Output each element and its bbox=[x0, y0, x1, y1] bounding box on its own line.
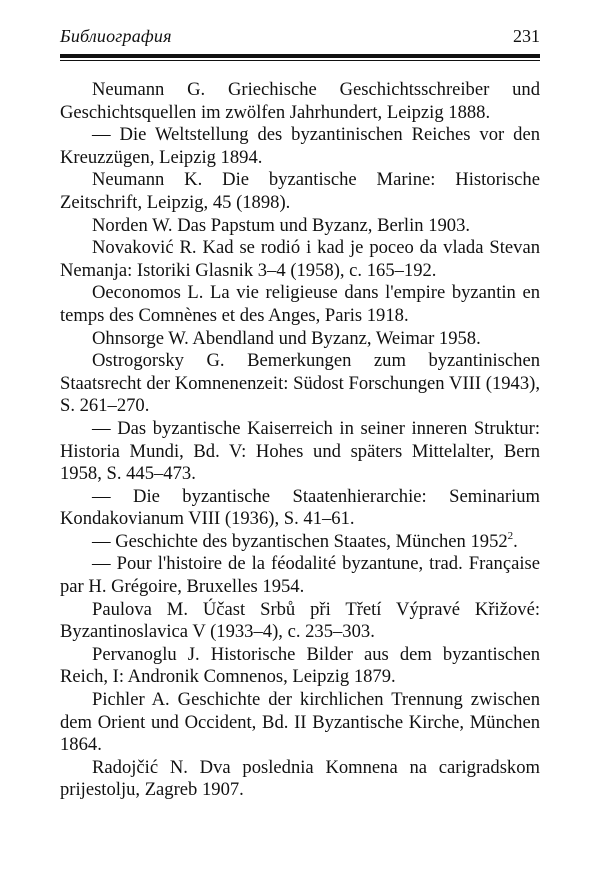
bibliography-entry: — Die Weltstellung des byzantinischen Reiches vor den Kreuzzügen, Leipzig 1894. bbox=[60, 124, 540, 168]
header-rule-thin bbox=[60, 60, 540, 61]
page-header bbox=[60, 22, 540, 52]
bibliography-entry: Pichler A. Geschichte der kirchlichen Trennung zwischen dem Orient und Occident, Bd. II Byzantische Kirche, München 1864. bbox=[60, 689, 540, 756]
bibliography-entry: Neumann K. Die byzantische Marine: Historische Zeitschrift, Leipzig, 45 (1898). bbox=[60, 169, 540, 213]
bibliography-entry: Neumann G. Griechische Geschichtsschreiber und Geschichtsquellen im zwölfen Jahrhundert, Leipzig 1888. bbox=[60, 79, 540, 123]
bibliography-entry: — Pour l'histoire de la féodalité byzantune, trad. Française par H. Grégoire, Bruxelles 1954. bbox=[60, 553, 540, 598]
bibliography-entry: — Die byzantische Staatenhierarchie: Seminarium Kondakovianum VIII (1936), S. 41–61. bbox=[60, 485, 540, 530]
edition-superscript: 2 bbox=[507, 529, 514, 542]
header-rule-thick bbox=[60, 54, 540, 58]
bibliography-entry: — Das byzantische Kaiserreich in seiner inneren Struktur: Historia Mundi, Bd. V: Hohes und späters Mittelalter, Bern 1958, S. 445–473. bbox=[60, 417, 540, 485]
bibliography-entry: Paulova M. Účast Srbů při Třetí Výpravé Křižové: Byzantinoslavica V (1933–4), c. 235–303. bbox=[60, 598, 540, 643]
bibliography-entry: Ostrogorsky G. Bemerkungen zum byzantinischen Staatsrecht der Komnenenzeit: Südost Forschungen VIII (1943), S. 261–270. bbox=[60, 350, 540, 417]
bibliography-entry: Pervanoglu J. Historische Bilder aus dem byzantischen Reich, I: Andronik Comnenos, Leipzig 1879. bbox=[60, 643, 540, 688]
page-number: 231 bbox=[513, 26, 540, 46]
bibliography-entry: Radojčić N. Dva poslednia Komnena na carigradskom prijestolju, Zagreb 1907. bbox=[60, 756, 540, 801]
book-page bbox=[60, 22, 540, 802]
running-title: Библиография bbox=[60, 26, 172, 46]
bibliography-entry: Oeconomos L. La vie religieuse dans l'empire byzantin en temps des Comnènes et des Anges, Paris 1918. bbox=[60, 282, 540, 326]
bibliography-entry: Novaković R. Kad se rodió i kad je poceo da vlada Stevan Nemanja: Istoriki Glasnik 3–4 (1958), c. 165–192. bbox=[60, 237, 540, 281]
bibliography-entry: Norden W. Das Papstum und Byzanz, Berlin 1903. bbox=[92, 214, 471, 236]
bibliography-entry: Ohnsorge W. Abendland und Byzanz, Weimar 1958. bbox=[92, 327, 481, 349]
bibliography-entry: — Geschichte des byzantischen Staates, München 1952$^2$. bbox=[92, 529, 518, 552]
bibliography-list bbox=[60, 79, 540, 802]
